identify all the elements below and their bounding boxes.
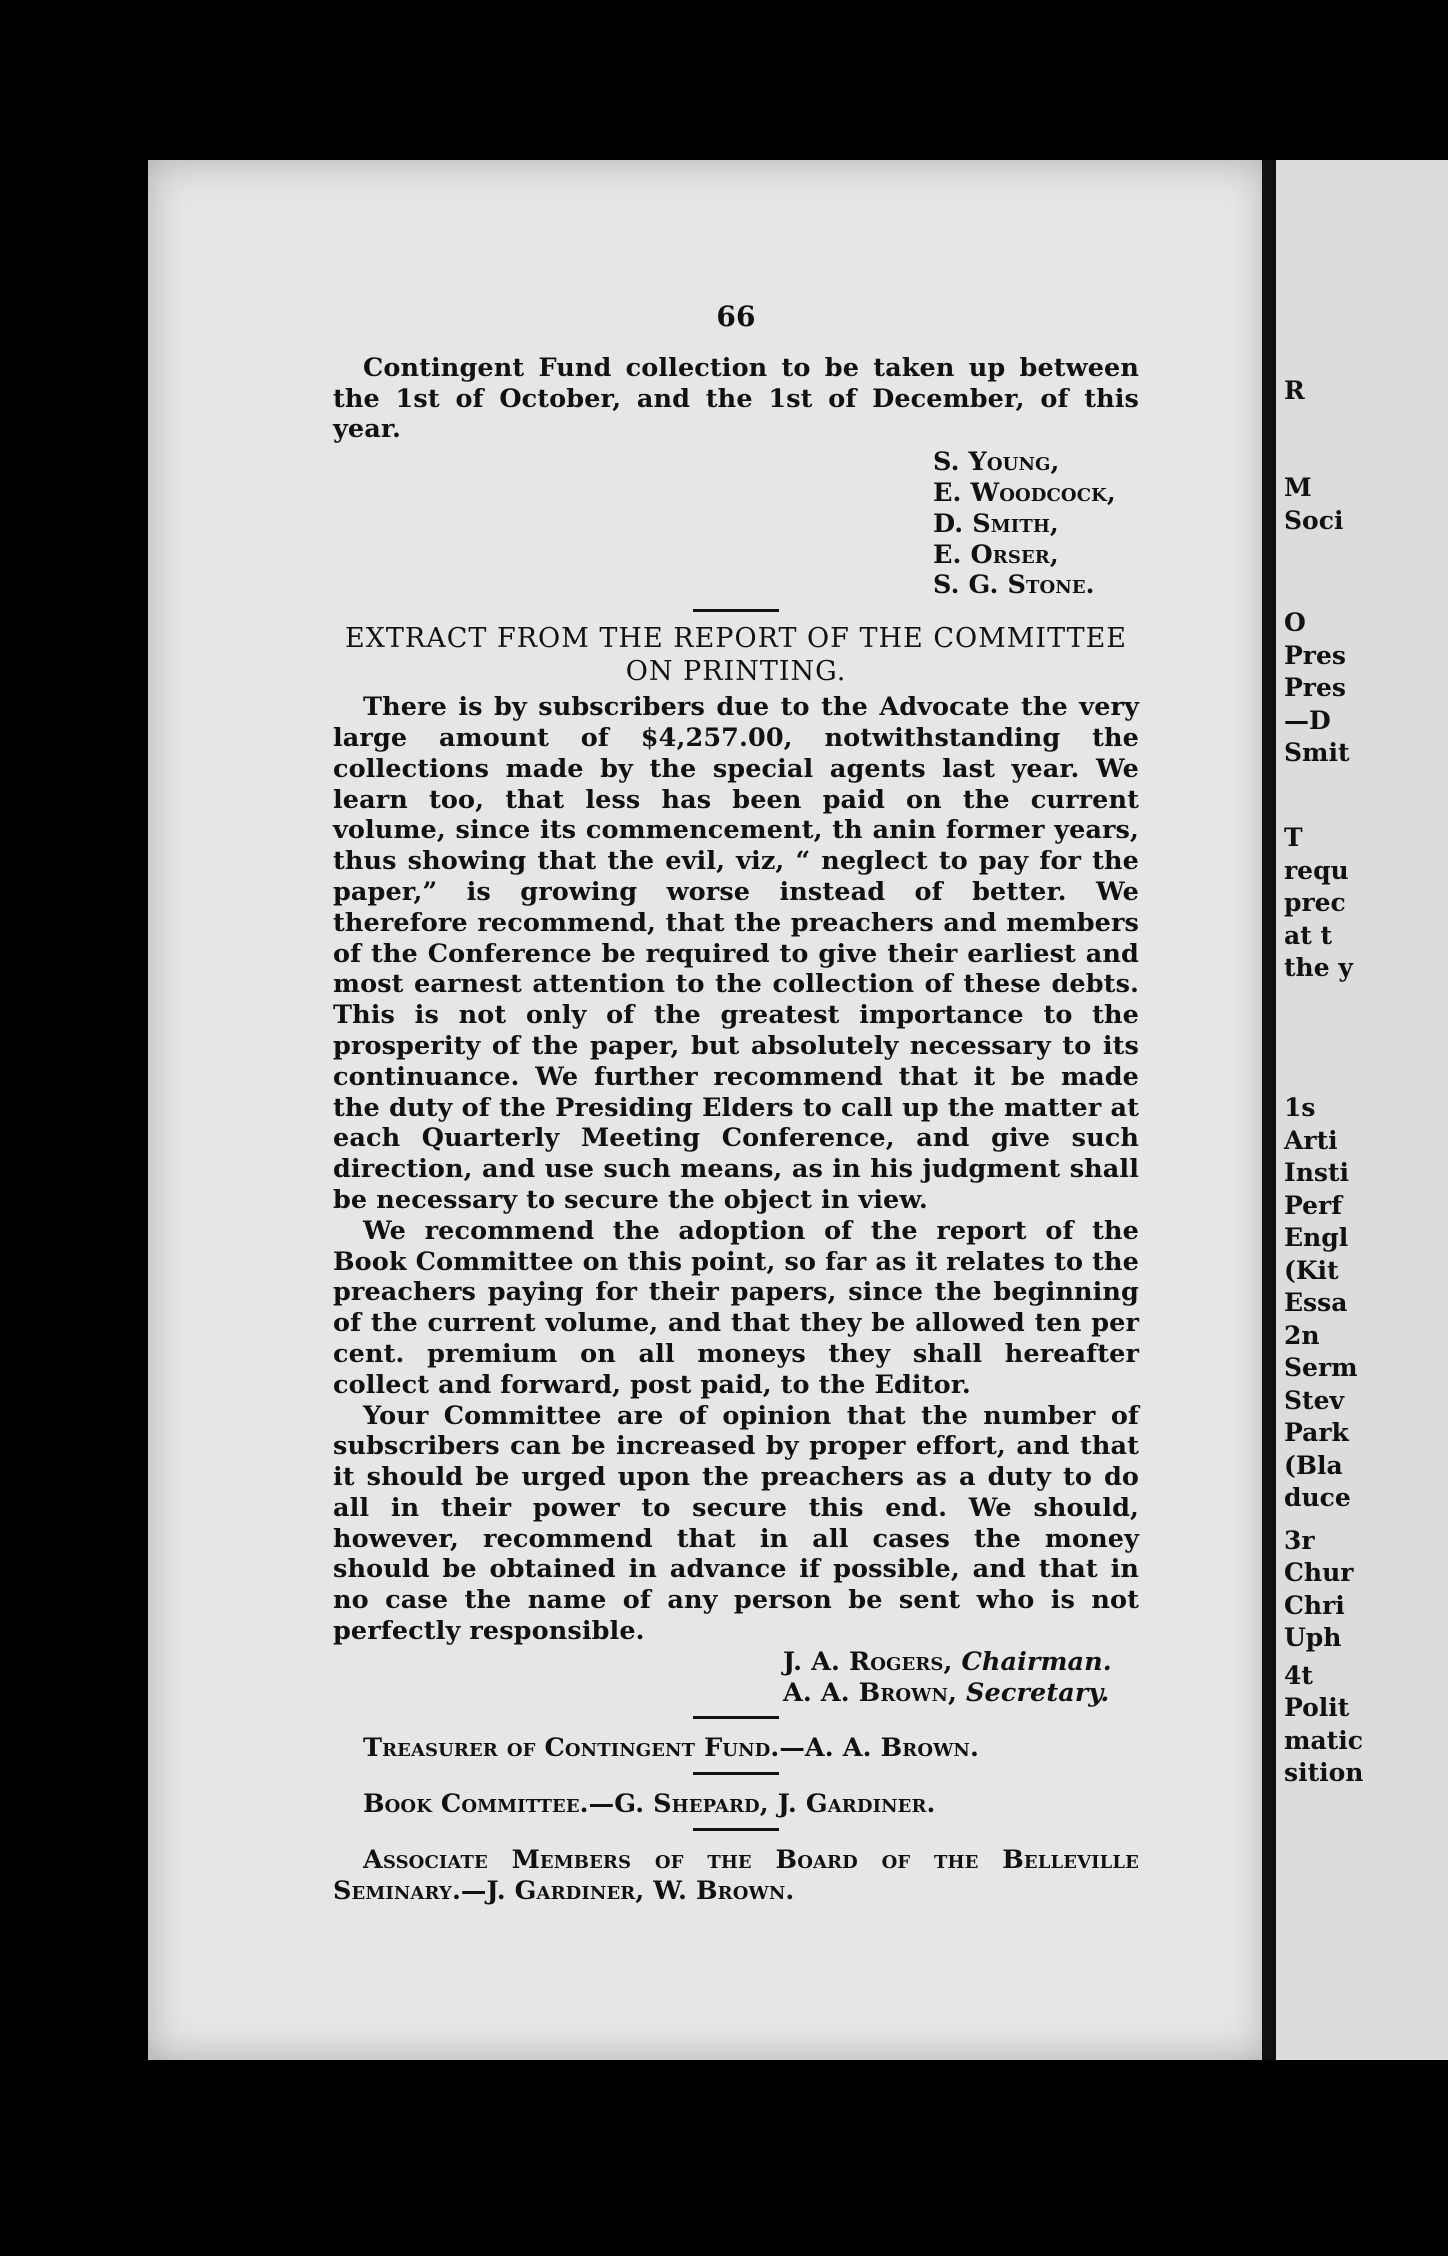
- right-page-fragment: sition: [1284, 1758, 1364, 1787]
- divider-rule: [693, 1716, 779, 1719]
- right-page-fragment: the y: [1284, 953, 1353, 982]
- opening-paragraph: Contingent Fund collection to be taken up between the 1st of October, and the 1st of December, of this year.: [333, 352, 1139, 445]
- right-page-fragment: R: [1284, 376, 1305, 405]
- divider-rule: [693, 1772, 779, 1775]
- right-page-fragment: Chri: [1284, 1591, 1345, 1620]
- right-page-fragment: Soci: [1284, 506, 1344, 535]
- chairman-line: [783, 1647, 1139, 1678]
- right-page-fragment: (Kit: [1284, 1256, 1339, 1285]
- divider-rule: [693, 1828, 779, 1831]
- signatory: S. G. Stone.: [933, 570, 1095, 601]
- heading-line: EXTRACT FROM THE REPORT OF THE COMMITTEE: [344, 623, 1128, 655]
- text-column: [333, 302, 1139, 1907]
- signatory: E. Woodcock,: [933, 477, 1116, 508]
- right-page-fragment: duce: [1284, 1483, 1351, 1512]
- right-page-fragment: 1s: [1284, 1093, 1316, 1122]
- right-page-fragment: Polit: [1284, 1693, 1350, 1722]
- chairman-role: Chairman.: [961, 1646, 1112, 1677]
- report-paragraph: There is by subscribers due to the Advocate the very large amount of $4,257.00, notwithstanding the collections made by the special agents last year. We learn too, that less has been paid on the current volume, since its commencement, th anin former years, thus showing that the evil, viz, “ neglect to pay for the paper,” is growing worse instead of better. We therefore recommend, that the preachers and members of the Conference be required to give their earliest and most earnest attention to the collection of these debts. This is not only of the greatest importance to the prosperity of the paper, but absolutely necessary to its continuance. We further recommend that it be made the duty of the Presiding Elders to call up the matter at each Quarterly Meeting Conference, and give such direction, and use such means, as in his judgment shall be necessary to secure the object in view.: [333, 692, 1139, 1215]
- divider-rule: [693, 609, 779, 612]
- right-page-fragment: 3r: [1284, 1526, 1315, 1555]
- page-number: 66: [716, 300, 756, 333]
- signatory: E. Orser,: [933, 539, 1059, 570]
- chairman-name: J. A. Rogers,: [783, 1646, 953, 1677]
- heading-line: ON PRINTING.: [625, 656, 847, 688]
- secretary-line: [783, 1678, 1139, 1709]
- right-page-fragment: Serm: [1284, 1353, 1358, 1382]
- secretary-name: A. A. Brown,: [783, 1677, 958, 1708]
- right-page-fragment: Stev: [1284, 1386, 1345, 1415]
- right-page-fragment: Uph: [1284, 1623, 1342, 1652]
- right-page-fragment: —D: [1284, 706, 1331, 735]
- right-page-fragment: Arti: [1284, 1126, 1338, 1155]
- right-page-fragment: Chur: [1284, 1558, 1354, 1587]
- signatory: D. Smith,: [933, 508, 1059, 539]
- right-page-fragment: Pres: [1284, 641, 1346, 670]
- committee-signatures: [783, 1647, 1139, 1709]
- right-page-fragment: Pres: [1284, 673, 1346, 702]
- report-paragraph: Your Committee are of opinion that the number of subscribers can be increased by proper effort, and that it should be urged upon the preachers as a duty to do all in their power to secure this end. We should, however, recommend that in all cases the money should be obtained in advance if possible, and that in no case the name of any person be sent who is not perfectly responsible.: [333, 1400, 1139, 1647]
- right-page-fragment: T: [1284, 823, 1303, 852]
- right-page-fragment: M: [1284, 473, 1312, 502]
- right-page-fragment: Insti: [1284, 1158, 1349, 1187]
- right-page-fragment: Perf: [1284, 1191, 1342, 1220]
- right-page-fragment: (Bla: [1284, 1451, 1343, 1480]
- section-heading: [333, 622, 1139, 688]
- right-page-fragment: 4t: [1284, 1661, 1313, 1690]
- right-page-fragment: Smit: [1284, 738, 1350, 767]
- right-page: [1276, 160, 1448, 2060]
- right-page-fragment: Park: [1284, 1418, 1349, 1447]
- right-page-fragment: Essa: [1284, 1288, 1348, 1317]
- treasurer-entry: Treasurer of Contingent Fund.—A. A. Brown.: [363, 1733, 979, 1764]
- right-page-fragment: Engl: [1284, 1223, 1349, 1252]
- book-committee-entry: Book Committee.—G. Shepard, J. Gardiner.: [363, 1789, 936, 1820]
- page-gutter: [1262, 160, 1276, 2060]
- right-page-fragment: 2n: [1284, 1321, 1320, 1350]
- associate-members-entry: Associate Members of the Board of the Belleville Seminary.—J. Gardiner, W. Brown.: [333, 1845, 1139, 1906]
- signatory-list: [933, 447, 1139, 601]
- right-page-fragment: at t: [1284, 921, 1332, 950]
- right-page-fragment: O: [1284, 608, 1306, 637]
- right-page-fragment: matic: [1284, 1726, 1363, 1755]
- right-page-fragment: requ: [1284, 856, 1349, 885]
- signatory: S. Young,: [933, 447, 1060, 478]
- secretary-role: Secretary.: [966, 1677, 1110, 1708]
- right-page-fragment: prec: [1284, 888, 1346, 917]
- report-paragraph: We recommend the adoption of the report of the Book Committee on this point, so far as it relates to the preachers paying for their papers, since the beginning of the current volume, and that they be allowed ten per cent. premium on all moneys they shall hereafter collect and forward, post paid, to the Editor.: [333, 1215, 1139, 1400]
